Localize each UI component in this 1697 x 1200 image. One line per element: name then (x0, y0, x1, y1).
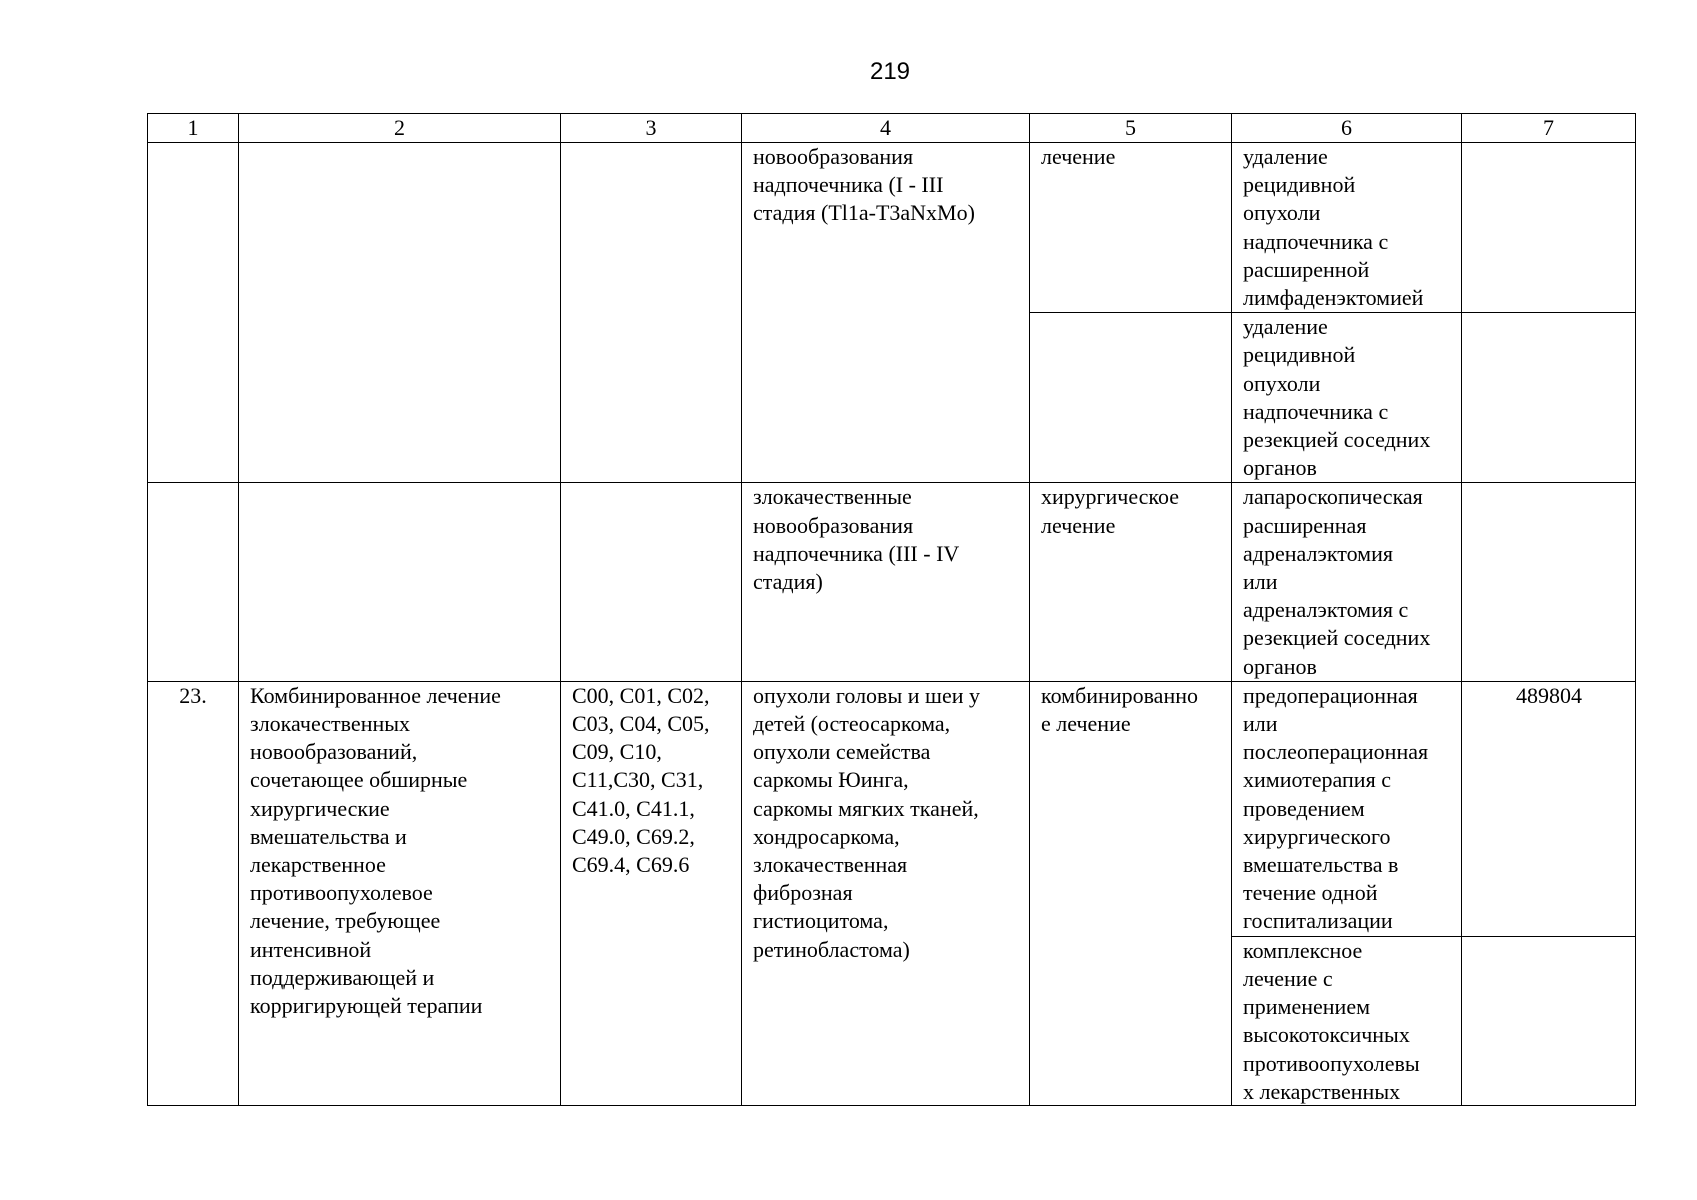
disease-cell: злокачественные новообразования надпочечника (III - IV стадия) (742, 483, 1030, 681)
treatment-type-cell: комбинированно е лечение (1030, 681, 1232, 1105)
codes-cell (561, 483, 742, 681)
treatment-type-cell (1030, 313, 1232, 483)
codes-cell: C00, C01, C02, C03, C04, C05, C09, C10, C11,C30, C31, C41.0, C41.1, C49.0, C69.2, C69.4, C69.6 (561, 681, 742, 1105)
column-header: 7 (1462, 114, 1636, 143)
method-cell: предоперационная или послеоперационная химиотерапия с проведением хирургического вмешательства в течение одной госпитализации (1232, 681, 1462, 936)
number-cell (148, 483, 239, 681)
name-cell (239, 483, 561, 681)
page-number: 219 (869, 58, 911, 85)
table-row (148, 483, 1636, 681)
column-header: 3 (561, 114, 742, 143)
name-cell (239, 143, 561, 483)
method-cell: удаление рецидивной опухоли надпочечника с расширенной лимфаденэктомией (1232, 143, 1462, 313)
method-cell: удаление рецидивной опухоли надпочечника с резекцией соседних органов (1232, 313, 1462, 483)
method-cell: лапароскопическая расширенная адреналэктомия или адреналэктомия с резекцией соседних органов (1232, 483, 1462, 681)
price-cell: 489804 (1462, 681, 1636, 936)
disease-cell: опухоли головы и шеи у детей (остеосаркома, опухоли семейства саркомы Юинга, саркомы мягких тканей, хондросаркома, злокачественная фиброзная гистиоцитома, ретинобластома) (742, 681, 1030, 1105)
price-cell (1462, 313, 1636, 483)
column-number-header-row (148, 114, 1636, 143)
number-cell (148, 143, 239, 483)
column-header: 4 (742, 114, 1030, 143)
codes-cell (561, 143, 742, 483)
price-cell (1462, 483, 1636, 681)
price-cell (1462, 936, 1636, 1105)
method-cell (1232, 936, 1462, 1105)
column-header: 6 (1232, 114, 1462, 143)
column-header: 2 (239, 114, 561, 143)
column-header: 5 (1030, 114, 1232, 143)
method-text: комплексное лечение с применением высокотоксичных противоопухолевы х лекарственных (1243, 937, 1420, 1104)
column-header: 1 (148, 114, 239, 143)
price-cell (1462, 143, 1636, 313)
medical-care-table (147, 113, 1636, 1106)
disease-cell: новообразования надпочечника (I - III стадия (Tl1a-T3aNxMo) (742, 143, 1030, 483)
table-row (148, 681, 1636, 936)
treatment-type-cell: хирургическое лечение (1030, 483, 1232, 681)
table-row (148, 143, 1636, 313)
treatment-type-cell: лечение (1030, 143, 1232, 313)
name-cell: Комбинированное лечение злокачественных новообразований, сочетающее обширные хирургические вмешательства и лекарственное противоопухолевое лечение, требующее интенсивной поддерживающей и корригирующей терапии (239, 681, 561, 1105)
number-cell: 23. (148, 681, 239, 1105)
